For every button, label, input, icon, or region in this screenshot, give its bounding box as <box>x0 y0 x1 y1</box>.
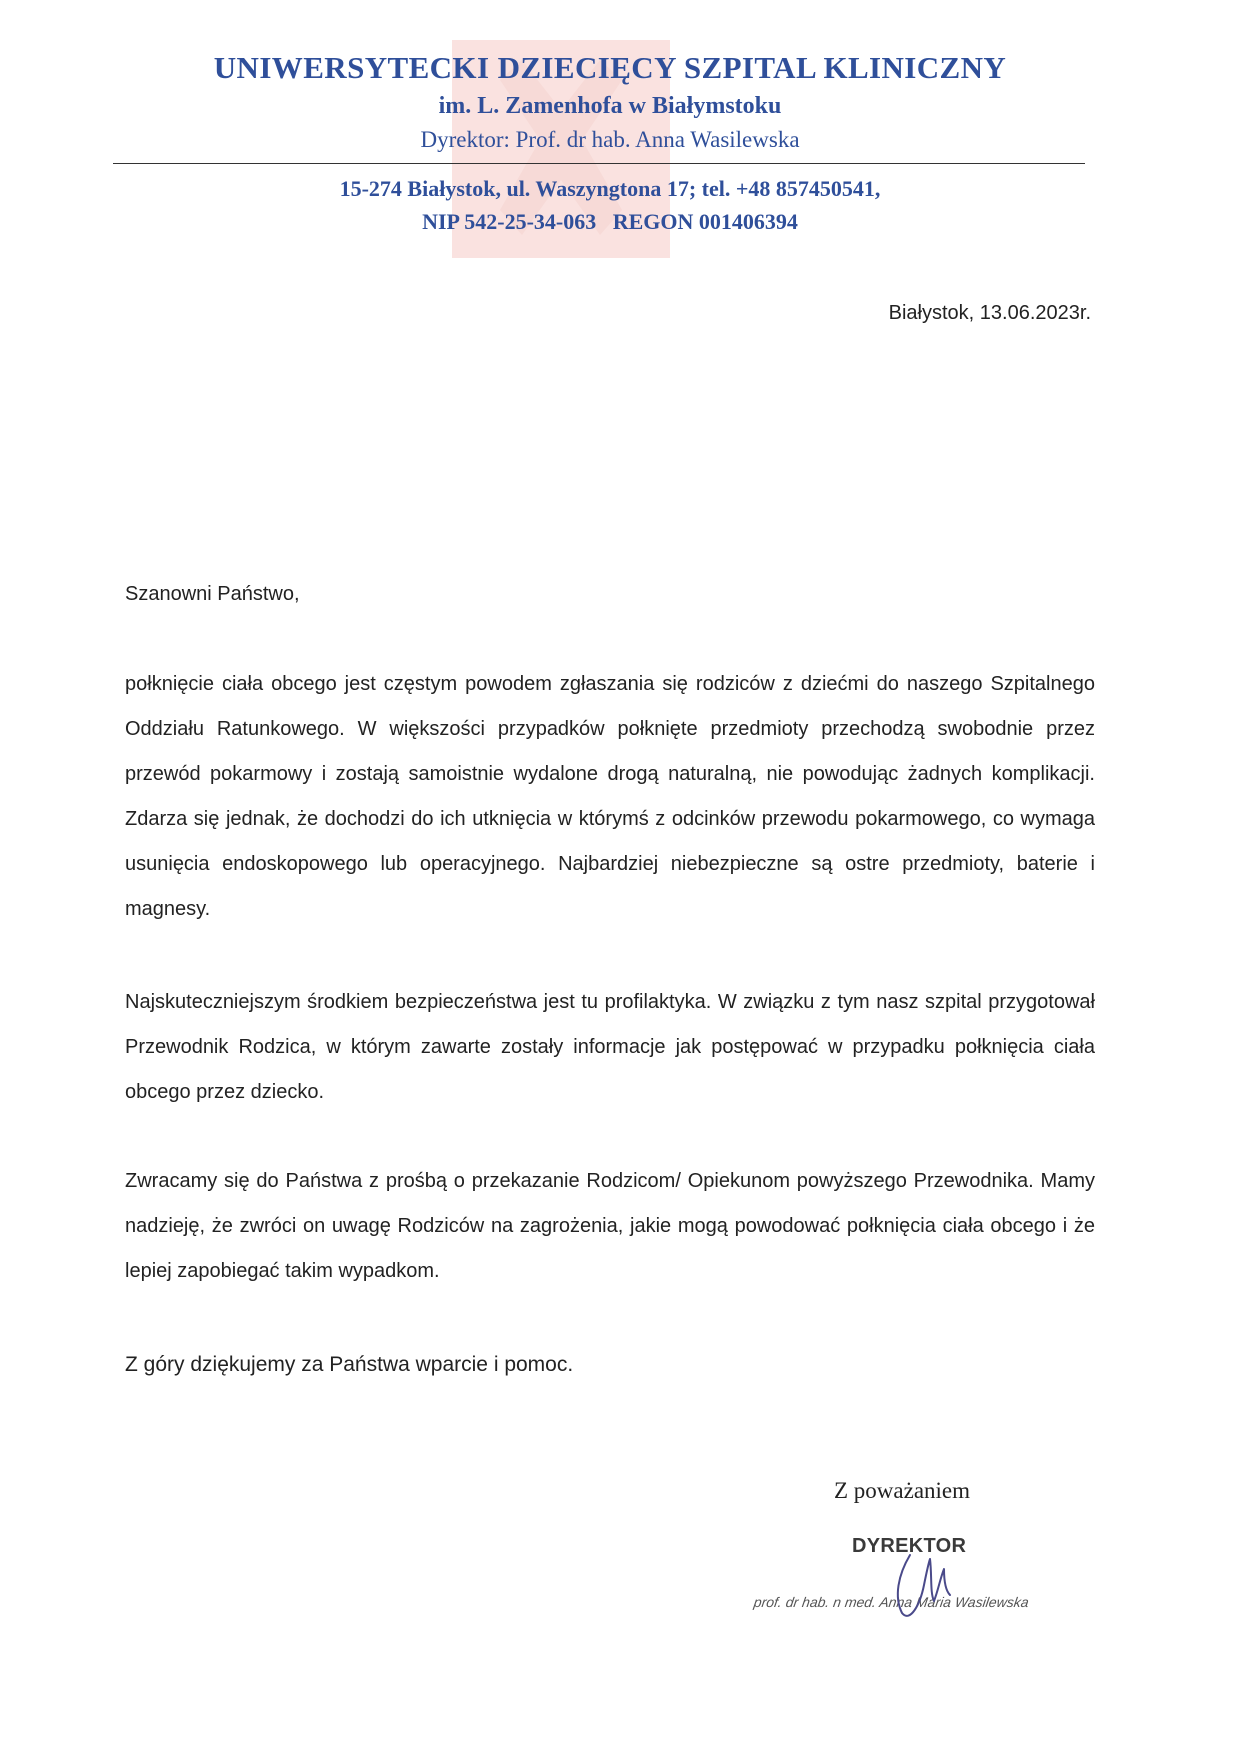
director-stamp-name: prof. dr hab. n med. Anna Maria Wasilewska <box>752 1594 1030 1610</box>
director-line: Dyrektor: Prof. dr hab. Anna Wasilewska <box>420 127 800 152</box>
registration-ids: NIP 542-25-34-063 REGON 001406394 <box>422 209 798 234</box>
handwritten-signature-icon <box>880 1535 970 1625</box>
thanks-line: Z góry dziękujemy za Państwa wparcie i pomoc. <box>125 1353 574 1376</box>
body-paragraph-2: Najskuteczniejszym środkiem bezpieczeństwa jest tu profilaktyka. W związku z tym nasz szpital przygotował Przewodnik Rodzica, w którym zawarte zostały informacje jak postępować w przypadku połknięcia ciała obcego przez dziecko. <box>125 991 1095 1103</box>
body-paragraph-1: połknięcie ciała obcego jest częstym powodem zgłaszania się rodziców z dziećmi do naszego Szpitalnego Oddziału Ratunkowego. W większości przypadków połknięte przedmioty przechodzą swobodnie przez przewód pokarmowy i zostają samoistnie wydalone drogą naturalną, nie powodując żadnych komplikacji. Zdarza się jednak, że dochodzi do ich utknięcia w którymś z odcinków przewodu pokarmowego, co wymaga usunięcia endoskopowego lub operacyjnego. Najbardziej niebezpieczne są ostre przedmioty, baterie i magnesy. <box>125 673 1095 920</box>
body-paragraph-3: Zwracamy się do Państwa z prośbą o przekazanie Rodzicom/ Opiekunom powyższego Przewodnika. Mamy nadzieję, że zwróci on uwagę Rodziców na zagrożenia, jakie mogą powodować połknięcia ciała obcego i że lepiej zapobiegać takim wypadkom. <box>125 1170 1095 1282</box>
salutation: Szanowni Państwo, <box>125 583 300 605</box>
hospital-name: UNIWERSYTECKI DZIECIĘCY SZPITAL KLINICZNY <box>213 50 1007 85</box>
hospital-subname: im. L. Zamenhofa w Białymstoku <box>438 93 782 119</box>
address-line: 15-274 Białystok, ul. Waszyngtona 17; tel. +48 857450541, <box>339 176 881 201</box>
letter-date: Białystok, 13.06.2023r. <box>888 302 1091 324</box>
header-divider <box>113 163 1085 164</box>
director-stamp-title: DYREKTOR <box>852 1535 967 1557</box>
closing-phrase: Z poważaniem <box>834 1478 971 1503</box>
